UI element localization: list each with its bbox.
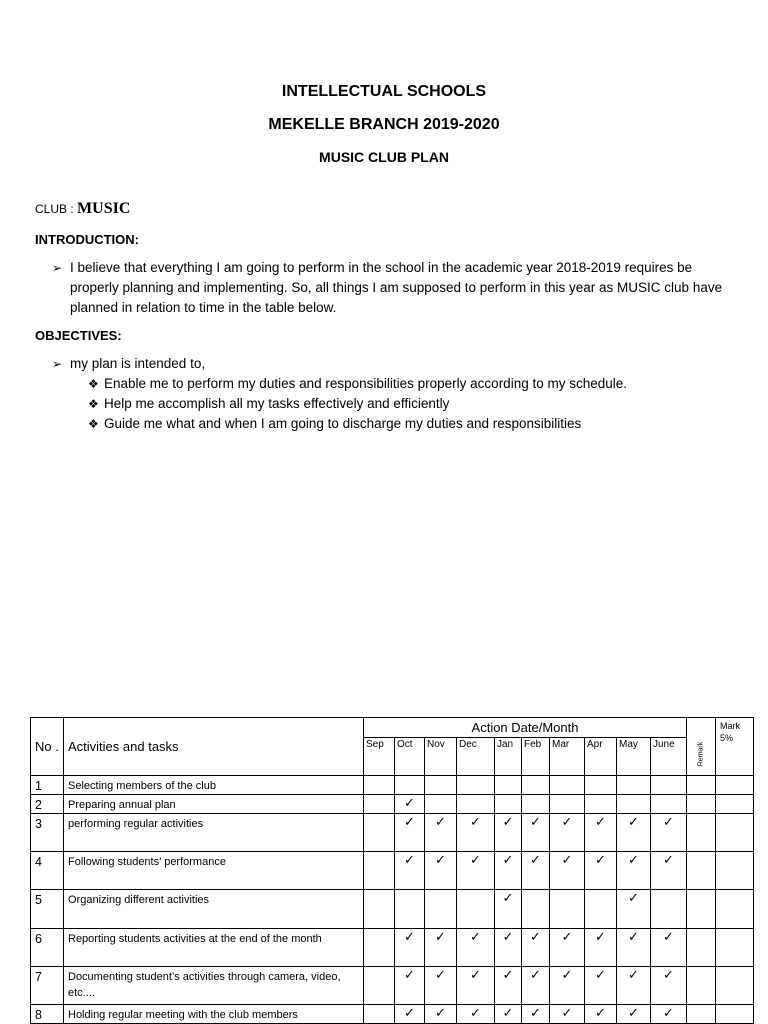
- checkmark-icon: ✓: [435, 814, 446, 829]
- arrow-bullet-icon: ➢: [52, 261, 63, 275]
- cell-mark: [716, 776, 754, 795]
- cell-mar: [550, 890, 585, 929]
- cell-sep: [364, 852, 395, 890]
- cell-sep: [364, 1005, 395, 1024]
- cell-dec: [457, 1005, 495, 1024]
- table-row: [31, 967, 754, 1005]
- cell-remark: [687, 814, 716, 852]
- month-header-dec: Dec: [457, 738, 495, 776]
- cell-dec: [457, 890, 495, 929]
- cell-feb: [522, 890, 550, 929]
- row-activity: Preparing annual plan: [64, 795, 364, 814]
- checkmark-icon: ✓: [595, 814, 606, 829]
- cell-mar: [550, 776, 585, 795]
- cell-remark: [687, 795, 716, 814]
- cell-june: [651, 1005, 687, 1024]
- checkmark-icon: ✓: [663, 814, 674, 829]
- checkmark-icon: ✓: [435, 1005, 446, 1020]
- cell-feb: [522, 1005, 550, 1024]
- cell-may: [617, 795, 651, 814]
- cell-feb: [522, 929, 550, 967]
- checkmark-icon: ✓: [530, 929, 541, 944]
- checkmark-icon: ✓: [404, 795, 415, 810]
- table-row: [31, 1005, 754, 1024]
- cell-mark: [716, 814, 754, 852]
- cell-may: [617, 852, 651, 890]
- cell-mar: [550, 967, 585, 1005]
- row-activity: Documenting student’s activities through camera, video, etc....: [64, 967, 364, 1005]
- checkmark-icon: ✓: [530, 852, 541, 867]
- cell-remark: [687, 776, 716, 795]
- row-activity: Organizing different activities: [64, 890, 364, 929]
- cell-mar: [550, 814, 585, 852]
- row-activity: Following students’ performance: [64, 852, 364, 890]
- cell-june: [651, 814, 687, 852]
- checkmark-icon: ✓: [628, 967, 639, 982]
- objective-text: Help me accomplish all my tasks effectively and efficiently: [104, 396, 450, 411]
- cell-nov: [425, 795, 457, 814]
- cell-sep: [364, 776, 395, 795]
- cell-remark: [687, 1005, 716, 1024]
- checkmark-icon: ✓: [595, 852, 606, 867]
- cell-dec: [457, 852, 495, 890]
- cell-feb: [522, 852, 550, 890]
- row-number: 8: [31, 1005, 64, 1024]
- objectives-list: [52, 354, 742, 434]
- month-header-may: May: [617, 738, 651, 776]
- cell-nov: [425, 814, 457, 852]
- checkmark-icon: ✓: [470, 967, 481, 982]
- cell-jan: [495, 890, 522, 929]
- checkmark-icon: ✓: [502, 967, 514, 982]
- checkmark-icon: ✓: [561, 929, 573, 944]
- cell-oct: [395, 852, 425, 890]
- cell-may: [617, 776, 651, 795]
- table-row: [31, 890, 754, 929]
- column-header-mark: Mark 5%: [716, 718, 754, 776]
- cell-sep: [364, 929, 395, 967]
- checkmark-icon: ✓: [435, 852, 446, 867]
- row-activity: Holding regular meeting with the club members: [64, 1005, 364, 1024]
- cell-mark: [716, 795, 754, 814]
- cell-oct: [395, 967, 425, 1005]
- row-number: 1: [31, 776, 64, 795]
- column-header-activities: Activities and tasks: [64, 718, 364, 776]
- arrow-bullet-icon: ➢: [52, 357, 63, 371]
- cell-nov: [425, 890, 457, 929]
- introduction-bullet: [52, 258, 742, 318]
- cell-dec: [457, 776, 495, 795]
- checkmark-icon: ✓: [404, 929, 415, 944]
- checkmark-icon: ✓: [502, 814, 514, 829]
- checkmark-icon: ✓: [663, 852, 674, 867]
- row-number: 7: [31, 967, 64, 1005]
- cell-remark: [687, 967, 716, 1005]
- cell-apr: [585, 776, 617, 795]
- month-header-nov: Nov: [425, 738, 457, 776]
- cell-mar: [550, 795, 585, 814]
- checkmark-icon: ✓: [530, 1005, 541, 1020]
- row-number: 4: [31, 852, 64, 890]
- cell-jan: [495, 814, 522, 852]
- cell-oct: [395, 795, 425, 814]
- objective-text: Enable me to perform my duties and responsibilities properly according to my schedule.: [104, 376, 628, 391]
- cell-june: [651, 890, 687, 929]
- checkmark-icon: ✓: [561, 967, 573, 982]
- cell-mar: [550, 1005, 585, 1024]
- cell-dec: [457, 795, 495, 814]
- cell-sep: [364, 890, 395, 929]
- table-row: [31, 776, 754, 795]
- objective-item: [52, 394, 742, 414]
- month-header-sep: Sep: [364, 738, 395, 776]
- checkmark-icon: ✓: [561, 1005, 573, 1020]
- checkmark-icon: ✓: [404, 1005, 415, 1020]
- table-row: [31, 929, 754, 967]
- checkmark-icon: ✓: [628, 814, 639, 829]
- cell-oct: [395, 1005, 425, 1024]
- month-header-oct: Oct: [395, 738, 425, 776]
- cell-jan: [495, 1005, 522, 1024]
- objective-item: [52, 374, 742, 394]
- cell-remark: [687, 852, 716, 890]
- row-number: 2: [31, 795, 64, 814]
- checkmark-icon: ✓: [663, 929, 674, 944]
- objectives-lead: my plan is intended to,: [70, 356, 206, 371]
- checkmark-icon: ✓: [470, 929, 481, 944]
- table-row: [31, 814, 754, 852]
- cell-nov: [425, 776, 457, 795]
- table-row: [31, 795, 754, 814]
- cell-nov: [425, 929, 457, 967]
- column-header-action-date: Action Date/Month: [364, 718, 687, 738]
- cell-may: [617, 890, 651, 929]
- cell-feb: [522, 795, 550, 814]
- checkmark-icon: ✓: [561, 814, 573, 829]
- checkmark-icon: ✓: [561, 852, 573, 867]
- club-value: MUSIC: [77, 200, 131, 217]
- club-label: CLUB :: [35, 202, 74, 216]
- cell-oct: [395, 890, 425, 929]
- month-header-apr: Apr: [585, 738, 617, 776]
- table-row: [31, 852, 754, 890]
- cell-jan: [495, 967, 522, 1005]
- cell-mar: [550, 852, 585, 890]
- cell-apr: [585, 795, 617, 814]
- checkmark-icon: ✓: [628, 852, 639, 867]
- checkmark-icon: ✓: [470, 1005, 481, 1020]
- diamond-bullet-icon: ❖: [88, 417, 99, 431]
- objectives-lead-bullet: [52, 354, 742, 374]
- cell-jan: [495, 929, 522, 967]
- month-header-mar: Mar: [550, 738, 585, 776]
- checkmark-icon: ✓: [435, 929, 446, 944]
- checkmark-icon: ✓: [502, 852, 514, 867]
- month-header-jan: Jan: [495, 738, 522, 776]
- row-number: 6: [31, 929, 64, 967]
- cell-nov: [425, 1005, 457, 1024]
- checkmark-icon: ✓: [530, 814, 541, 829]
- cell-oct: [395, 929, 425, 967]
- cell-jan: [495, 852, 522, 890]
- objectives-label: OBJECTIVES:: [35, 328, 122, 343]
- cell-sep: [364, 814, 395, 852]
- cell-may: [617, 814, 651, 852]
- table-header-row: [31, 718, 754, 738]
- cell-june: [651, 967, 687, 1005]
- remark-label: Remark: [697, 741, 705, 767]
- cell-jan: [495, 795, 522, 814]
- checkmark-icon: ✓: [404, 967, 415, 982]
- cell-sep: [364, 795, 395, 814]
- cell-mark: [716, 852, 754, 890]
- checkmark-icon: ✓: [628, 929, 639, 944]
- checkmark-icon: ✓: [595, 967, 606, 982]
- checkmark-icon: ✓: [628, 1005, 639, 1020]
- school-name: INTELLECTUAL SCHOOLS: [281, 83, 487, 100]
- cell-june: [651, 795, 687, 814]
- cell-nov: [425, 852, 457, 890]
- checkmark-icon: ✓: [404, 814, 415, 829]
- checkmark-icon: ✓: [502, 929, 514, 944]
- cell-nov: [425, 967, 457, 1005]
- checkmark-icon: ✓: [595, 1005, 606, 1020]
- row-number: 3: [31, 814, 64, 852]
- month-header-june: June: [651, 738, 687, 776]
- cell-feb: [522, 814, 550, 852]
- objective-item: [52, 414, 742, 434]
- checkmark-icon: ✓: [530, 967, 541, 982]
- cell-remark: [687, 929, 716, 967]
- cell-apr: [585, 852, 617, 890]
- checkmark-icon: ✓: [435, 967, 446, 982]
- cell-may: [617, 929, 651, 967]
- introduction-label: INTRODUCTION:: [35, 232, 139, 247]
- checkmark-icon: ✓: [628, 890, 639, 905]
- column-header-no: No .: [31, 718, 64, 776]
- cell-june: [651, 852, 687, 890]
- cell-apr: [585, 814, 617, 852]
- checkmark-icon: ✓: [404, 852, 415, 867]
- row-activity: Selecting members of the club: [64, 776, 364, 795]
- cell-mark: [716, 1005, 754, 1024]
- plan-title: MUSIC CLUB PLAN: [319, 149, 449, 165]
- objective-text: Guide me what and when I am going to discharge my duties and responsibilities: [104, 416, 582, 431]
- checkmark-icon: ✓: [663, 967, 674, 982]
- cell-apr: [585, 890, 617, 929]
- cell-oct: [395, 776, 425, 795]
- branch-name: MEKELLE BRANCH 2019-2020: [268, 116, 500, 133]
- cell-apr: [585, 929, 617, 967]
- cell-mar: [550, 929, 585, 967]
- checkmark-icon: ✓: [595, 929, 606, 944]
- checkmark-icon: ✓: [663, 1005, 674, 1020]
- row-activity: Reporting students activities at the end of the month: [64, 929, 364, 967]
- cell-dec: [457, 814, 495, 852]
- cell-remark: [687, 890, 716, 929]
- cell-mark: [716, 890, 754, 929]
- diamond-bullet-icon: ❖: [88, 397, 99, 411]
- cell-apr: [585, 967, 617, 1005]
- cell-mark: [716, 967, 754, 1005]
- cell-june: [651, 929, 687, 967]
- cell-dec: [457, 929, 495, 967]
- cell-dec: [457, 967, 495, 1005]
- checkmark-icon: ✓: [502, 1005, 514, 1020]
- cell-june: [651, 776, 687, 795]
- cell-may: [617, 967, 651, 1005]
- month-header-feb: Feb: [522, 738, 550, 776]
- row-number: 5: [31, 890, 64, 929]
- cell-feb: [522, 967, 550, 1005]
- cell-oct: [395, 814, 425, 852]
- cell-may: [617, 1005, 651, 1024]
- checkmark-icon: ✓: [470, 814, 481, 829]
- cell-feb: [522, 776, 550, 795]
- column-header-remark: [687, 718, 716, 776]
- cell-sep: [364, 967, 395, 1005]
- introduction-text: I believe that everything I am going to perform in the school in the academic year 2018-2019 requires be properly planning and implementing. So, all things I am supposed to perform in this year as MUSIC club have planned in relation to time in the table below.: [70, 260, 723, 315]
- cell-apr: [585, 1005, 617, 1024]
- cell-mark: [716, 929, 754, 967]
- cell-jan: [495, 776, 522, 795]
- checkmark-icon: ✓: [470, 852, 481, 867]
- diamond-bullet-icon: ❖: [88, 377, 99, 391]
- club-line: [35, 200, 130, 218]
- row-activity: performing regular activities: [64, 814, 364, 852]
- checkmark-icon: ✓: [502, 890, 514, 905]
- plan-table: [30, 717, 754, 1024]
